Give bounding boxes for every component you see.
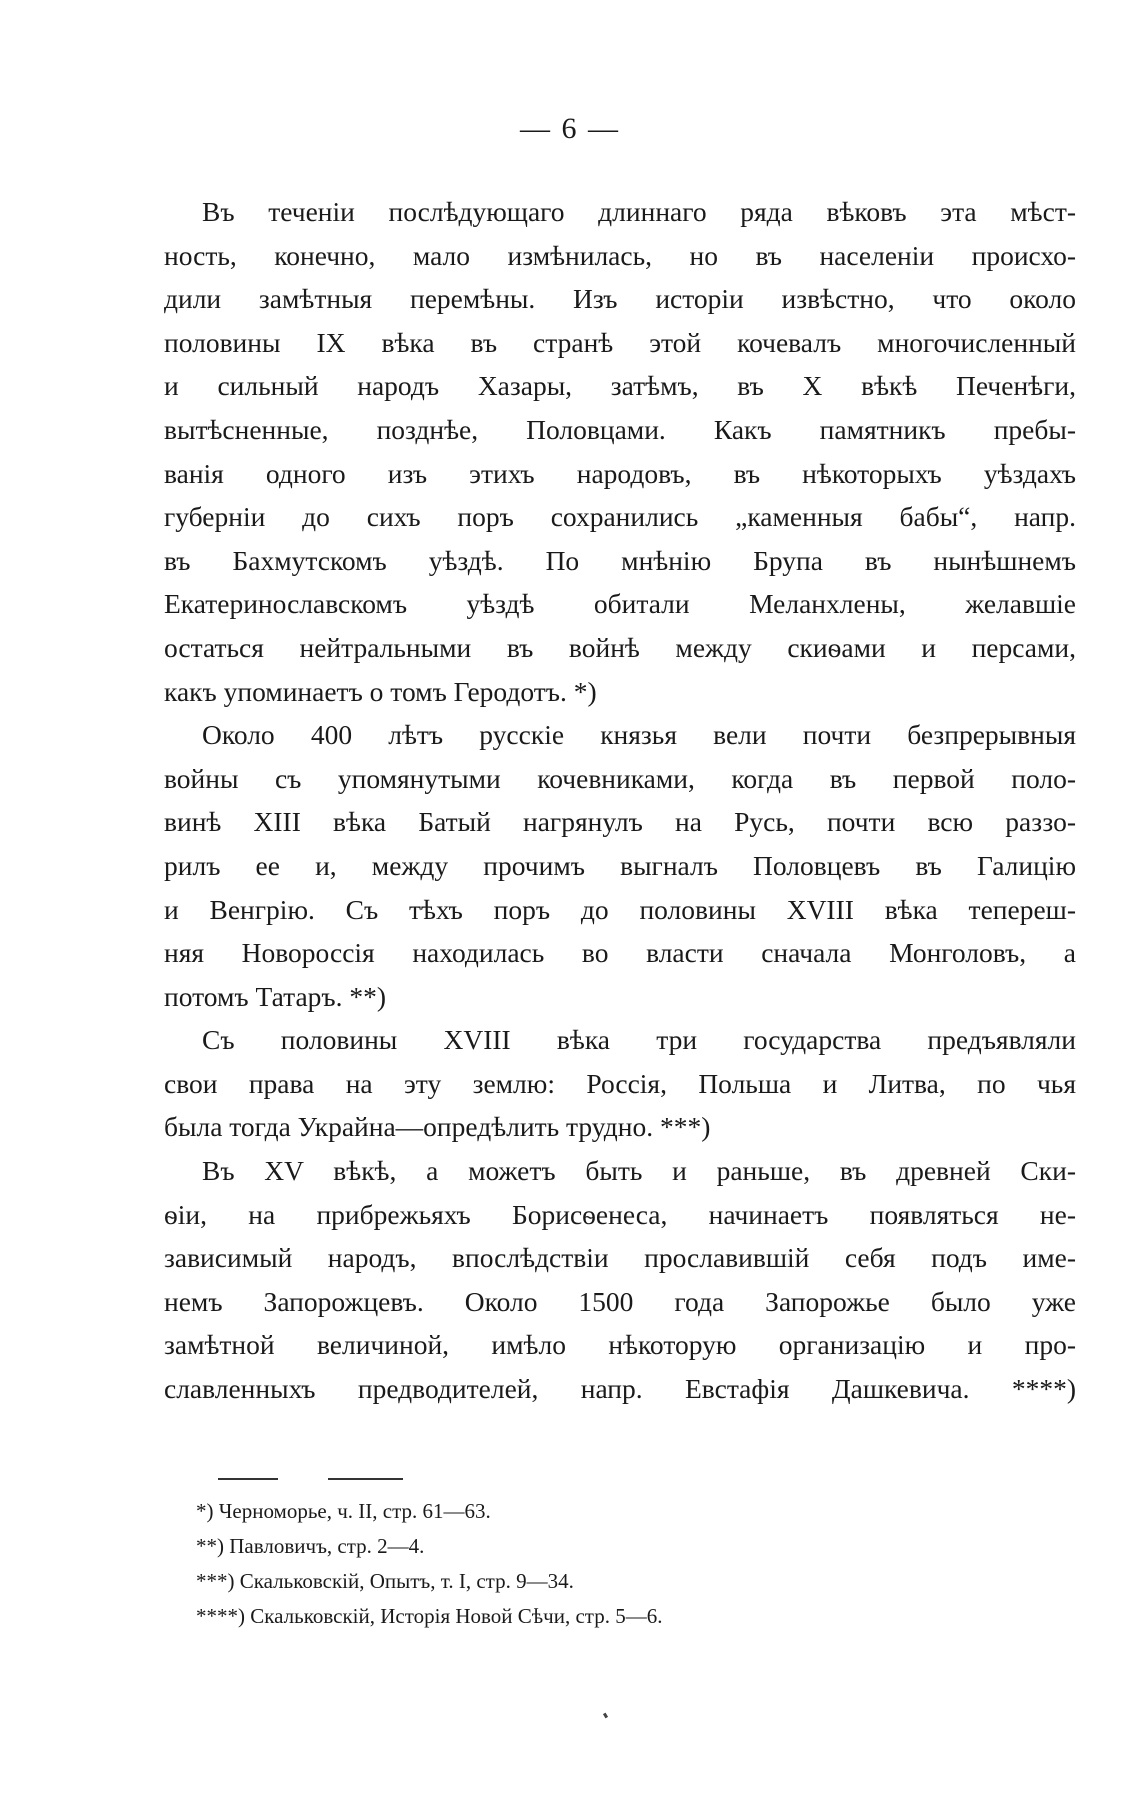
footnote-1: *) Черноморье, ч. II, стр. 61—63. — [196, 1499, 491, 1523]
text-line: была тогда Украйна—опредѣлить трудно. ***) — [164, 1111, 711, 1143]
text-line: зависимый народъ, впослѣдствіи прославившій себя подъ име- — [164, 1242, 1076, 1274]
text-line: ванія одного изъ этихъ народовъ, въ нѣкоторыхъ уѣздахъ — [164, 457, 1076, 489]
text-line: и сильный народъ Хазары, затѣмъ, въ X вѣкѣ Печенѣги, — [164, 370, 1076, 402]
text-line: потомъ Татаръ. **) — [164, 980, 387, 1012]
text-line: Въ XV вѣкѣ, а можетъ быть и раньше, въ древней Ски- — [202, 1155, 1076, 1187]
text-line: остаться нейтральными въ войнѣ между скиѳами и персами, — [164, 631, 1076, 663]
text-line: и Венгрію. Съ тѣхъ поръ до половины XVIII вѣка теперeш- — [164, 893, 1076, 925]
footnote-divider — [218, 1478, 408, 1480]
text-line: какъ упоминаетъ о томъ Геродотъ. *) — [164, 675, 597, 707]
text-line: войны съ упомянутыми кочевниками, когда въ первой поло- — [164, 762, 1076, 794]
footnotes — [196, 1494, 896, 1634]
text-line: винѣ XIII вѣка Батый нагрянулъ на Русь, почти всю раззо- — [164, 806, 1076, 838]
body-text — [164, 190, 1076, 1411]
text-line: рилъ ее и, между прочимъ выгналъ Половцевъ въ Галицію — [164, 849, 1076, 881]
paragraph-4 — [164, 1149, 1076, 1411]
text-line: ѳіи, на прибрежьяхъ Борисѳенеса, начинаетъ появляться не- — [164, 1198, 1076, 1230]
text-line: Въ теченіи послѣдующаго длиннаго ряда вѣковъ эта мѣст- — [202, 196, 1076, 227]
text-line: свои права на эту землю: Россія, Польша и Литва, по чья — [164, 1067, 1076, 1099]
print-speck — [603, 1713, 608, 1719]
text-line: въ Бахмутскомъ уѣздѣ. По мнѣнію Брупа въ нынѣшнемъ — [164, 544, 1076, 576]
text-line: Съ половины XVIII вѣка три государства предъявляли — [202, 1024, 1076, 1056]
text-line: замѣтной величиной, имѣло нѣкоторую организацію и про- — [164, 1329, 1076, 1361]
paragraph-1 — [164, 190, 1076, 713]
footnote-2: **) Павловичъ, стр. 2—4. — [196, 1534, 425, 1558]
text-line: Екатеринославскомъ уѣздѣ обитали Меланхлены, желавшіе — [164, 588, 1076, 620]
text-line: Около 400 лѣтъ русскіе князья вели почти безпрерывныя — [202, 719, 1076, 751]
paragraph-3 — [164, 1018, 1076, 1149]
footnote-4: ****) Скальковскій, Исторія Новой Сѣчи, стр. 5—6. — [196, 1604, 663, 1628]
footnote-3: ***) Скальковскій, Опытъ, т. I, стр. 9—34. — [196, 1569, 574, 1593]
text-line: няя Новороссія находилась во власти сначала Монголовъ, а — [164, 937, 1076, 969]
text-line: губерніи до сихъ поръ сохранились „каменныя бабы“, напр. — [164, 501, 1076, 533]
page-number: — 6 — — [520, 112, 620, 145]
paragraph-2 — [164, 713, 1076, 1018]
text-line: вытѣсненные, позднѣе, Половцами. Какъ памятникъ пребы- — [164, 413, 1076, 445]
text-line: немъ Запорожцевъ. Около 1500 года Запорожье было уже — [164, 1285, 1076, 1317]
text-line: дили замѣтныя перемѣны. Изъ исторіи извѣстно, что около — [164, 283, 1076, 315]
text-line: половины IX вѣка въ странѣ этой кочевалъ многочисленный — [164, 326, 1076, 358]
text-line: славленныхъ предводителей, напр. Евстафія Дашкевича. ****) — [164, 1373, 1076, 1405]
text-line: ность, конечно, мало измѣнилась, но въ населеніи происхо- — [164, 239, 1076, 271]
